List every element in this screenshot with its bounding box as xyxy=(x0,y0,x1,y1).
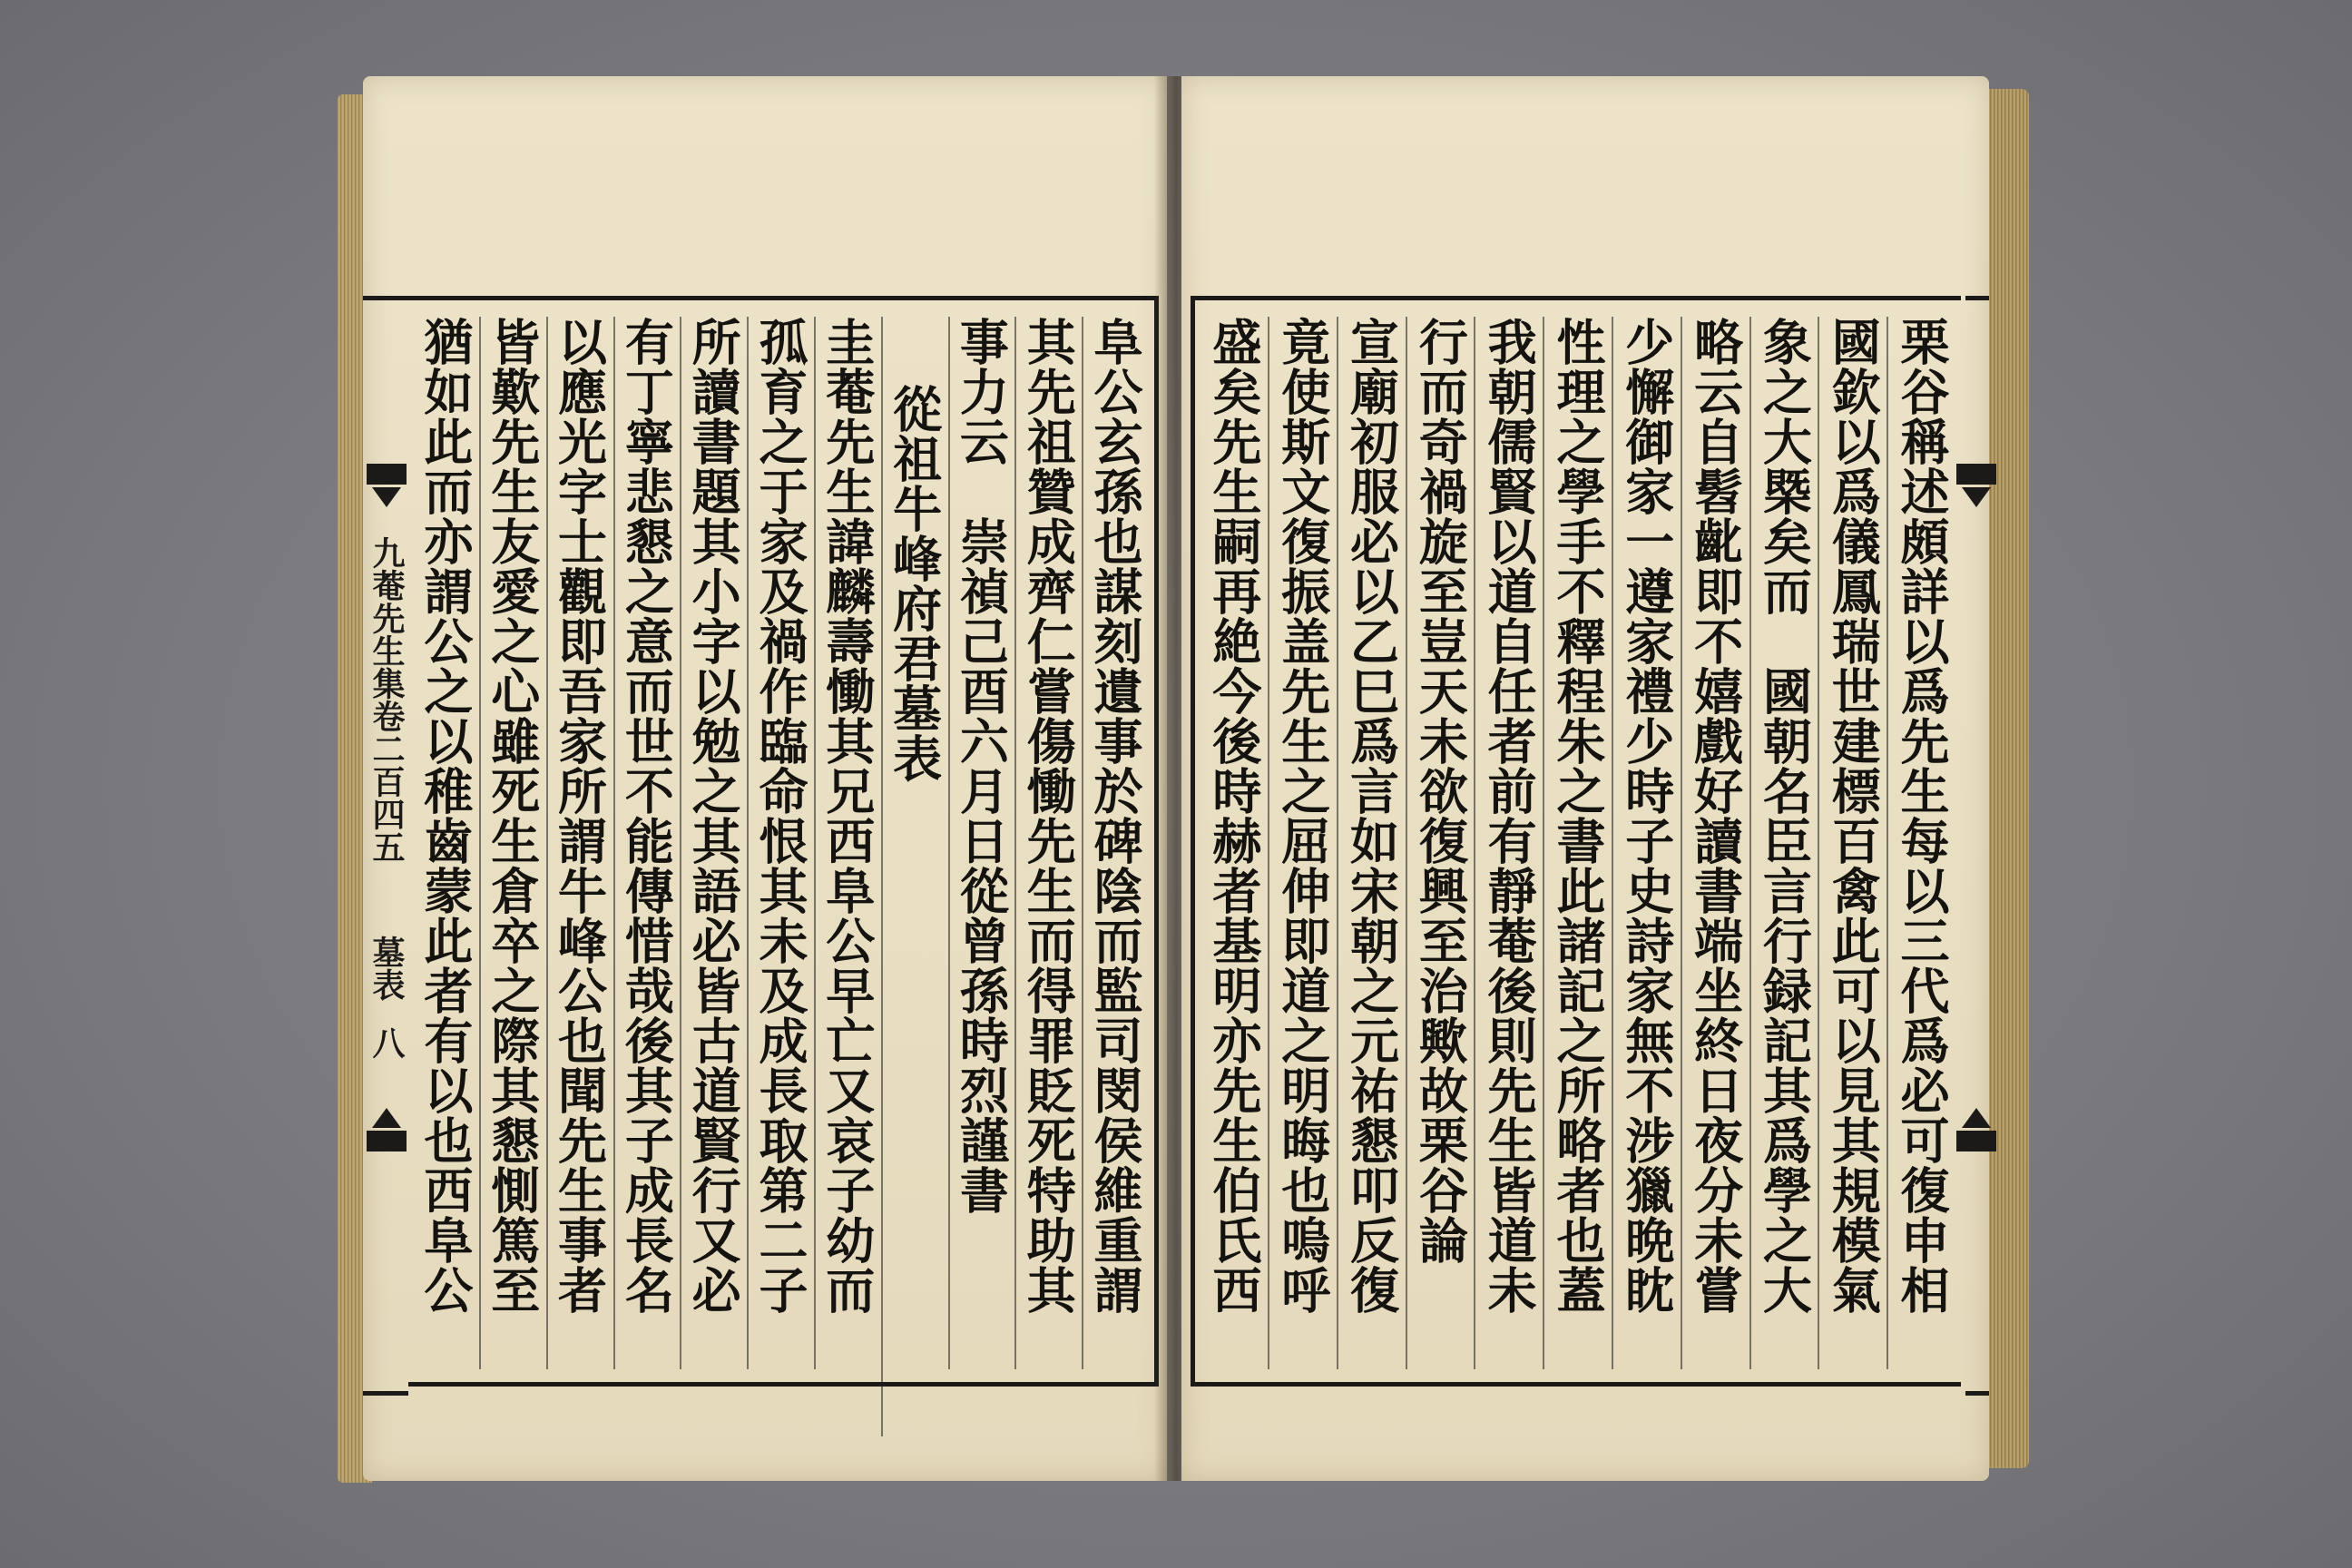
text-column: 皆歎先生友愛之心雖死生倉卒之際其懇惻篤至 xyxy=(479,317,546,1369)
right-lower-fishtail-mark xyxy=(1956,1099,1996,1152)
text-column: 栗谷稱述頗詳以爲先生每以三代爲必可復申相 xyxy=(1886,317,1955,1369)
left-page xyxy=(363,76,1167,1481)
page-number-margin: 八 xyxy=(368,1026,406,1059)
text-column: 猶如此而亦謂公之以稚齒蒙此者有以也西阜公 xyxy=(416,317,475,1315)
text-column: 其先祖贊成齊仁嘗傷慟先生而得罪貶死特助其 xyxy=(1014,317,1082,1369)
text-column: 盛矣先生嗣再絶今後時赫者基明亦先生伯氏西 xyxy=(1204,317,1263,1315)
section-title-margin: 墓表 xyxy=(368,936,406,1001)
text-column: 性理之學手不釋程朱之書此諸記之所略者也蓋 xyxy=(1543,317,1612,1369)
right-text-columns xyxy=(1200,317,1955,1369)
lower-fishtail-mark xyxy=(367,1099,407,1152)
text-column: 有丁寧悲懇之意而世不能傳惜哉後其子成長名 xyxy=(613,317,681,1369)
right-page-edges xyxy=(1987,89,2029,1468)
text-column: 阜公玄孫也謀刻遺事於碑陰而監司閔侯維重謂 xyxy=(1082,317,1149,1369)
text-column: 象之大槩矣而 國朝名臣言行録記其爲學之大 xyxy=(1749,317,1818,1369)
text-column: 國欽以爲儀鳳瑞世建標百禽此可以見其規模氣 xyxy=(1818,317,1886,1369)
text-column: 從祖牛峰府君墓表 xyxy=(881,317,948,1436)
text-column: 以應光字士觀即吾家所謂牛峰公也聞先生事者 xyxy=(546,317,613,1369)
right-center-column xyxy=(1965,296,1989,1396)
text-column: 所讀書題其小字以勉之其語必皆古道賢行又必 xyxy=(680,317,747,1369)
text-column: 圭菴先生諱麟壽慟其兄西阜公早亡又哀子幼而 xyxy=(814,317,881,1369)
right-page xyxy=(1181,76,1989,1481)
left-text-columns xyxy=(414,317,1149,1369)
book-title-margin: 九菴先生集卷二百四五 xyxy=(368,536,406,863)
right-upper-fishtail-mark xyxy=(1956,464,1996,516)
text-column: 行而奇禍旋至豈天未欲復興至治歟故栗谷論 xyxy=(1406,317,1475,1369)
text-column: 孤育之于家及禍作臨命恨其未及成長取第二子 xyxy=(747,317,814,1369)
text-column: 竟使斯文復振盖先生之屈伸即道之明晦也嗚呼 xyxy=(1268,317,1337,1369)
upper-fishtail-mark xyxy=(367,464,407,516)
open-book xyxy=(338,76,2029,1488)
left-text-frame xyxy=(408,296,1159,1387)
text-column: 略云自髫齔即不嬉戲好讀書端坐終日夜分未嘗 xyxy=(1681,317,1749,1369)
text-column: 少懈御家一遵家禮少時子史詩家無不涉獵晩眈 xyxy=(1612,317,1681,1369)
text-column: 我朝儒賢以道自任者前有靜菴後則先生皆道未 xyxy=(1474,317,1543,1369)
right-text-frame xyxy=(1191,296,1961,1387)
text-column: 宣廟初服必以乙巳爲言如宋朝之元祐懇叩反復 xyxy=(1337,317,1406,1369)
left-center-column xyxy=(363,296,408,1396)
text-column: 事力云 崇禎己酉六月日從曾孫時烈謹書 xyxy=(948,317,1015,1369)
